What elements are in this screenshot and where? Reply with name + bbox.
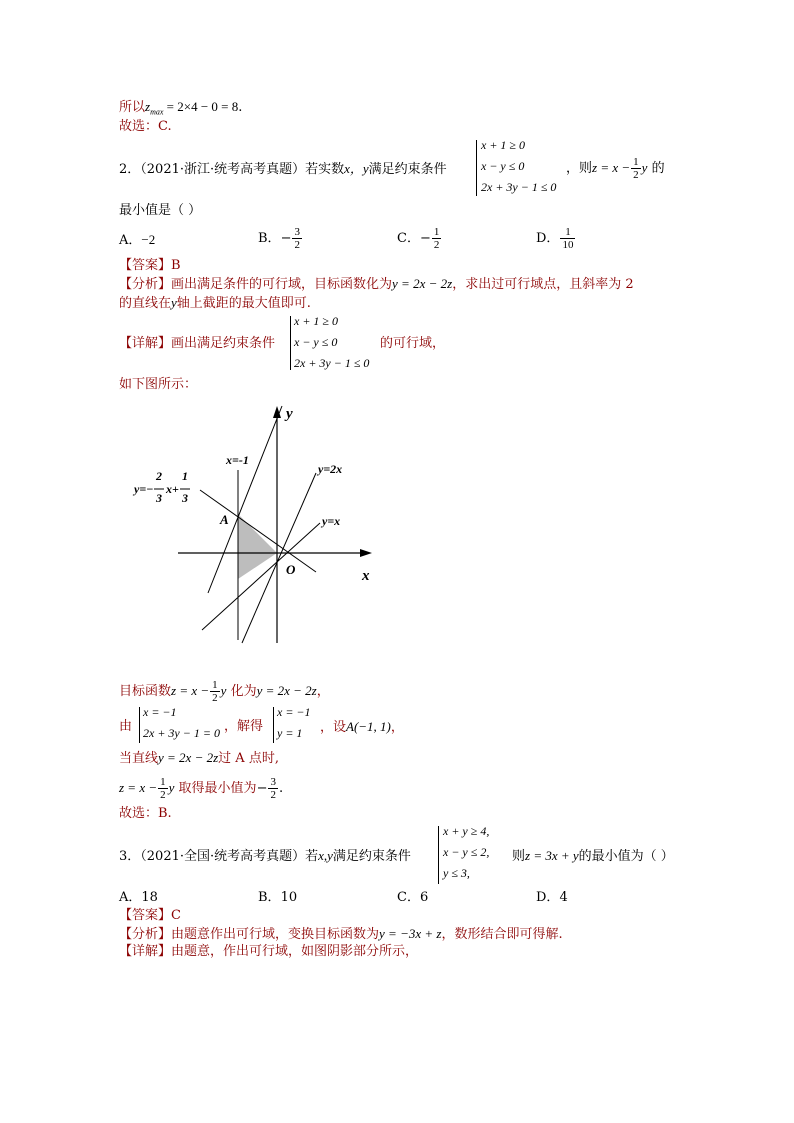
q2-step-4: z = x − $\frac{1}{2}$ y 取得最小值为− $\frac{3}{2}$ . <box>119 776 284 801</box>
feasible-region-shade <box>238 514 277 579</box>
q2-objective-frac: $\frac{1}{2}$ <box>633 156 639 181</box>
q3-detail: 【详解】由题意，作出可行域，如图阴影部分所示， <box>119 944 419 959</box>
q2-constraint-2: x − y ≤ 0 <box>481 159 525 173</box>
label-boundary-d2: 3 <box>182 491 188 505</box>
q3-option-c: C．6 <box>397 890 429 905</box>
q3-option-d: D．4 <box>536 890 568 905</box>
zmax-line: 所以$z_{max} = 2\times 4 - 0 = 8$. <box>119 99 243 117</box>
q2-answer: 【答案】B <box>119 258 181 273</box>
q3-answer: 【答案】C <box>119 908 181 923</box>
q2-option-b-frac: $\frac{3}{2}$ <box>294 226 300 251</box>
label-boundary-mid: x+ <box>166 482 179 496</box>
q2-detail-1: 【详解】画出满足约束条件 <box>119 336 276 351</box>
q2-constraint-1: x + 1 ≥ 0 <box>481 138 526 152</box>
q2-step-2-eq-1: x = −1 <box>143 705 177 719</box>
q2-detail-constraint-1: x + 1 ≥ 0 <box>294 314 339 328</box>
label-boundary-n1: 2 <box>156 469 162 483</box>
q3-analysis: 【分析】由题意作出可行域，变换目标函数为y = −3x + z，数形结合即可得解. <box>119 926 563 942</box>
q3-constraint-3: y ≤ 3, <box>443 866 470 880</box>
q2-step-2-eq-2: 2x + 3y − 1 = 0 <box>143 726 220 740</box>
q2-constraint-3: 2x + 3y − 1 ≤ 0 <box>481 180 557 194</box>
q3-option-a: A．18 <box>119 890 158 905</box>
q2-objective: ，则z = x − $\frac{1}{2}$ y 的 <box>566 156 665 181</box>
label-boundary-n2: 1 <box>182 469 188 483</box>
label-x-minus-1: x=-1 <box>226 453 249 467</box>
q2-detail-constraint-2: x − y ≤ 0 <box>294 335 338 349</box>
feasible-region-figure <box>120 398 390 663</box>
q3-stem: 3．（2021·全国·统考高考真题）若x,y满足约束条件 <box>119 848 411 864</box>
q2-option-d-frac: $\frac{1}{10}$ <box>562 226 574 251</box>
q2-detail-constraint-3: 2x + 3y − 1 ≤ 0 <box>294 356 370 370</box>
q2-analysis-2: 的直线在y轴上截距的最大值即可. <box>119 295 311 311</box>
q3-constraint-brace <box>438 826 439 884</box>
q2-option-c: C．− $\frac{1}{2}$ <box>397 226 440 251</box>
q2-step-2-sol-brace <box>273 707 274 743</box>
q2-option-c-frac: $\frac{1}{2}$ <box>433 226 440 251</box>
q2-step-2-sol-1: x = −1 <box>277 705 311 719</box>
q2-constraint-brace <box>476 140 477 196</box>
q1-choice: 故选：C. <box>119 119 172 134</box>
q2-step-1: 目标函数z = x − $\frac{1}{2}$ y 化为y = 2x − 2z， <box>119 679 330 704</box>
q2-option-d: D． $\frac{1}{10}$ <box>536 226 574 251</box>
q3-constraint-1: x + y ≥ 4, <box>443 824 490 838</box>
q2-step-2-c: ，设A(−1, 1)， <box>320 719 404 735</box>
x-axis-label: x <box>362 568 370 584</box>
q2-stem-line2: 最小值是（ ） <box>119 203 202 218</box>
x-axis-arrow <box>360 549 372 557</box>
q2-step-3: 当直线y = 2x − 2z过 A 点时, <box>119 750 279 766</box>
q2-step-2-a: 由 <box>119 719 133 734</box>
q2-detail-2: 如下图所示： <box>119 377 198 392</box>
q2-stem: 2．（2021·浙江·统考高考真题）若实数x，y满足约束条件 <box>119 161 447 177</box>
q2-detail-1-end: 的可行域， <box>380 336 446 351</box>
q3-objective: 则z = 3x + y的最小值为（ ） <box>512 848 674 864</box>
q2-analysis-1: 【分析】画出满足条件的可行域，目标函数化为y = 2x − 2z，求出过可行域点，且斜率为 2 <box>119 276 634 292</box>
q2-step-2-brace <box>139 707 140 743</box>
q2-choice: 故选：B. <box>119 806 172 821</box>
q2-step-1-frac: $\frac{1}{2}$ <box>212 679 218 704</box>
q2-step-4-frac: $\frac{1}{2}$ <box>160 776 166 801</box>
q2-step-2-sol-2: y = 1 <box>277 726 303 740</box>
q2-step-2-b: ，解得 <box>224 719 264 734</box>
label-boundary-prefix: y=− <box>134 482 154 496</box>
q2-step-4-min-frac: $\frac{3}{2}$ <box>270 776 276 801</box>
q2-detail-brace <box>290 316 291 370</box>
label-y-x: y=x <box>322 514 341 528</box>
q3-option-b: B．10 <box>258 890 298 905</box>
y-axis-label: y <box>286 406 293 422</box>
q2-option-b: B．− $\frac{3}{2}$ <box>258 226 300 251</box>
origin-label: O <box>286 562 296 577</box>
q3-constraint-2: x − y ≤ 2, <box>443 845 490 859</box>
label-point-a: A <box>220 512 229 527</box>
label-boundary-d1: 3 <box>156 491 162 505</box>
q2-option-a: A．−2 <box>119 232 156 248</box>
label-y-2x: y=2x <box>318 462 343 476</box>
